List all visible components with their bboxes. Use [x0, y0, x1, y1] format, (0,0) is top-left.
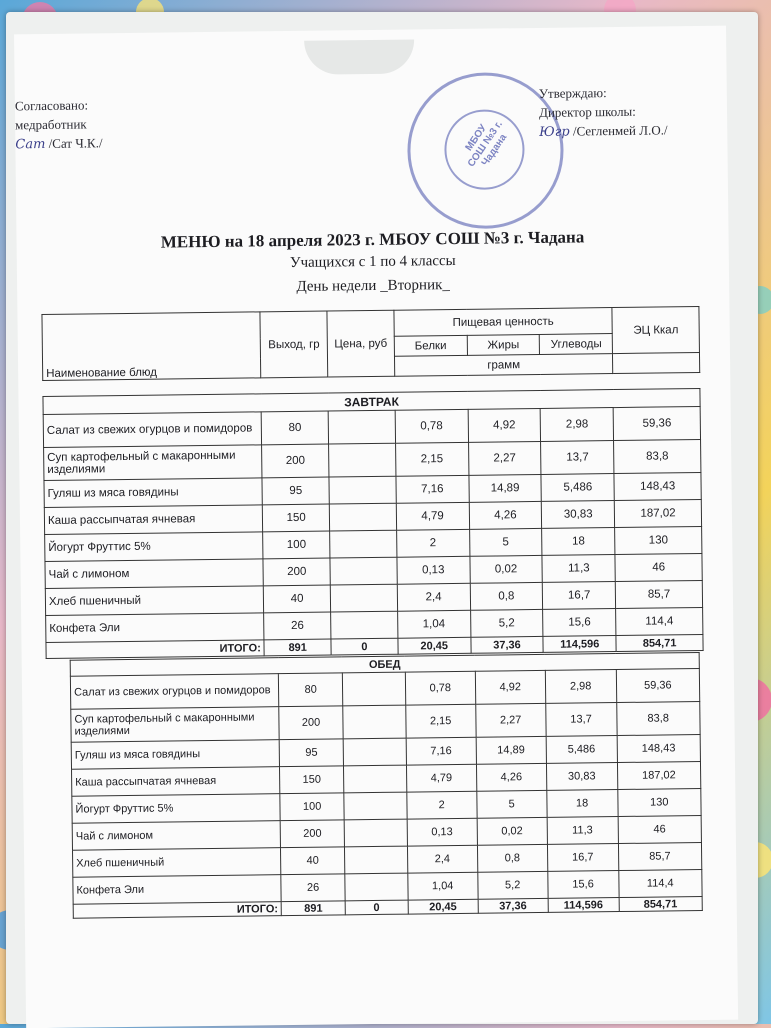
dish-output: 40 — [281, 847, 345, 875]
col-energy-empty — [613, 352, 700, 373]
dish-fats: 4,92 — [475, 670, 545, 704]
dish-name: Суп картофельный с макаронными изделиями — [44, 445, 263, 481]
lunch-total-label: ИТОГО: — [73, 902, 281, 919]
col-proteins: Белки — [394, 335, 467, 356]
dish-output: 100 — [280, 793, 344, 821]
dish-fats: 5,2 — [478, 871, 548, 899]
dish-output: 200 — [280, 820, 344, 848]
dish-name: Каша рассыпчатая ячневая — [72, 767, 281, 797]
dish-output: 200 — [263, 558, 330, 586]
breakfast-total-price: 0 — [331, 638, 398, 655]
dish-fats: 0,8 — [477, 844, 547, 872]
dish-fats: 4,92 — [468, 408, 541, 442]
dish-proteins: 2 — [396, 529, 469, 557]
page-subtitle: Учащихся с 1 по 4 классы — [289, 252, 456, 271]
dish-carbs: 11,3 — [547, 817, 618, 845]
lunch-rows — [70, 669, 702, 905]
dish-price — [330, 584, 397, 612]
approval-right-line1: Утверждаю: — [538, 85, 607, 101]
dish-price — [330, 557, 397, 585]
dish-proteins: 2,15 — [395, 442, 468, 476]
approval-right-name: /Сегленмей Л.О./ — [572, 122, 668, 139]
dish-name: Гуляш из мяса говядины — [71, 740, 280, 770]
dish-price — [343, 765, 406, 793]
dish-name: Конфета Эли — [73, 875, 282, 905]
dish-kcal: 46 — [615, 553, 702, 581]
dish-fats: 14,89 — [468, 474, 541, 502]
dish-fats: 2,27 — [475, 703, 545, 737]
dish-output: 100 — [263, 531, 330, 559]
dish-carbs: 5,486 — [541, 474, 614, 502]
dish-proteins: 2 — [407, 791, 477, 819]
dish-kcal: 114,4 — [616, 607, 703, 635]
lunch-total-fats: 37,36 — [478, 898, 548, 913]
dish-kcal: 148,43 — [617, 735, 701, 763]
dish-carbs: 16,7 — [547, 844, 618, 872]
dish-price — [329, 476, 396, 504]
dish-output: 200 — [262, 444, 329, 478]
approval-left-name: /Сат Ч.К./ — [48, 135, 103, 151]
lunch-total-kcal: 854,71 — [619, 897, 703, 912]
dish-proteins: 2,15 — [406, 704, 476, 738]
dish-output: 95 — [262, 477, 329, 505]
dish-price — [329, 443, 396, 477]
sleeve-tab — [304, 39, 414, 74]
approval-left-line2: медработник — [15, 116, 87, 133]
dish-price — [330, 530, 397, 558]
dish-price — [329, 503, 396, 531]
dish-kcal: 83,8 — [616, 702, 700, 736]
dish-name: Йогурт Фруттис 5% — [72, 794, 281, 824]
dish-fats: 4,26 — [469, 501, 542, 529]
dish-carbs: 18 — [546, 790, 617, 818]
dish-carbs: 2,98 — [545, 670, 616, 704]
table-header — [41, 306, 700, 381]
dish-fats: 2,27 — [468, 441, 541, 475]
dish-name: Салат из свежих огурцов и помидоров — [43, 412, 262, 448]
dish-carbs: 16,7 — [543, 582, 616, 610]
dish-fats: 0,02 — [477, 817, 547, 845]
weekday-line: День недели _Вторник_ — [296, 277, 450, 295]
dish-name: Суп картофельный с макаронными изделиями — [71, 707, 280, 743]
dish-fats: 5 — [477, 790, 547, 818]
dish-price — [344, 792, 407, 820]
col-carbs: Углеводы — [540, 334, 613, 355]
breakfast-total-carbs: 114,596 — [543, 636, 616, 653]
dish-price — [344, 819, 407, 847]
dish-output: 95 — [279, 739, 343, 767]
dish-name: Хлеб пшеничный — [72, 848, 281, 878]
dish-proteins: 0,78 — [395, 409, 468, 443]
dish-proteins: 0,13 — [407, 818, 477, 846]
lunch-total-price: 0 — [345, 900, 408, 915]
dish-proteins: 7,16 — [396, 475, 469, 503]
dish-output: 200 — [279, 706, 343, 740]
stamp-text: МБОУ СОШ №3 г. Чадана — [463, 119, 510, 170]
col-output: Выход, гр — [260, 311, 328, 378]
dish-kcal: 59,36 — [616, 669, 700, 703]
dish-fats: 4,26 — [476, 763, 546, 791]
approval-right-line2: Директор школы: — [538, 103, 636, 120]
approval-right-sign-line — [539, 120, 719, 142]
dish-kcal: 187,02 — [614, 499, 701, 527]
col-price: Цена, руб — [327, 310, 395, 377]
dish-fats: 0,8 — [470, 582, 543, 610]
dish-fats: 5,2 — [470, 609, 543, 637]
dish-name: Чай с лимоном — [72, 821, 281, 851]
lunch-total-carbs: 114,596 — [548, 898, 619, 913]
dish-name: Хлеб пшеничный — [45, 586, 264, 616]
dish-fats: 14,89 — [476, 736, 546, 764]
dish-kcal: 59,36 — [613, 406, 700, 440]
dish-carbs: 18 — [542, 528, 615, 556]
breakfast-total-label: ИТОГО: — [46, 640, 264, 659]
dish-carbs: 15,6 — [543, 609, 616, 637]
dish-proteins: 7,16 — [406, 737, 476, 765]
dish-price — [331, 611, 398, 639]
page-title: МЕНЮ на 18 апреля 2023 г. МБОУ СОШ №3 г. Чадана — [160, 227, 585, 252]
approval-left-sign-line — [15, 133, 102, 154]
col-nutrition: Пищевая ценность — [394, 308, 613, 337]
dish-fats: 0,02 — [469, 555, 542, 583]
col-name: Наименование блюд — [42, 312, 261, 381]
dish-price — [343, 705, 406, 739]
dish-proteins: 4,79 — [406, 764, 476, 792]
dish-carbs: 30,83 — [546, 763, 617, 791]
dish-price — [328, 410, 395, 444]
dish-carbs: 13,7 — [545, 703, 616, 737]
col-energy: ЭЦ Ккал — [612, 307, 699, 354]
signature-left: Сат — [15, 136, 46, 153]
dish-name: Конфета Эли — [46, 613, 265, 643]
dish-name: Гуляш из мяса говядины — [44, 478, 263, 508]
dish-name: Каша рассыпчатая ячневая — [44, 505, 263, 535]
dish-proteins: 2,4 — [397, 583, 470, 611]
dish-proteins: 0,13 — [397, 556, 470, 584]
dish-output: 80 — [261, 411, 328, 445]
dish-output: 150 — [280, 766, 344, 794]
breakfast-table — [42, 388, 703, 659]
dish-carbs: 15,6 — [547, 871, 618, 899]
dish-proteins: 4,79 — [396, 502, 469, 530]
dish-carbs: 30,83 — [542, 501, 615, 529]
breakfast-total-kcal: 854,71 — [616, 634, 703, 651]
dish-kcal: 85,7 — [615, 580, 702, 608]
dish-carbs: 2,98 — [540, 408, 613, 442]
col-unit: грамм — [394, 354, 613, 377]
approval-left — [15, 95, 103, 154]
breakfast-rows — [43, 406, 703, 642]
dish-proteins: 1,04 — [408, 872, 478, 900]
dish-kcal: 114,4 — [618, 870, 702, 898]
dish-output: 26 — [281, 874, 345, 902]
section-breakfast: ЗАВТРАК — [43, 388, 700, 414]
dish-proteins: 1,04 — [397, 610, 470, 638]
dish-kcal: 46 — [618, 816, 702, 844]
dish-proteins: 2,4 — [407, 845, 477, 873]
lunch-total-output: 891 — [281, 901, 345, 916]
dish-output: 26 — [264, 612, 331, 640]
breakfast-total-proteins: 20,45 — [398, 637, 471, 654]
dish-kcal: 83,8 — [614, 439, 701, 473]
dish-kcal: 148,43 — [614, 472, 701, 500]
breakfast-total-output: 891 — [264, 639, 331, 656]
dish-kcal: 130 — [617, 789, 701, 817]
dish-output: 150 — [263, 504, 330, 532]
dish-proteins: 0,78 — [405, 671, 475, 705]
dish-name: Салат из свежих огурцов и помидоров — [70, 674, 279, 710]
dish-carbs: 11,3 — [542, 555, 615, 583]
dish-fats: 5 — [469, 528, 542, 556]
section-lunch: ОБЕД — [70, 653, 699, 677]
lunch-total-proteins: 20,45 — [408, 899, 478, 914]
approval-left-line1: Согласовано: — [14, 97, 89, 114]
dish-name: Чай с лимоном — [45, 559, 264, 589]
dish-output: 80 — [279, 673, 343, 707]
signature-right: Югр — [539, 124, 570, 140]
dish-carbs: 13,7 — [541, 441, 614, 475]
dish-kcal: 187,02 — [617, 762, 701, 790]
dish-name: Йогурт Фруттис 5% — [45, 532, 264, 562]
lunch-table — [70, 652, 703, 919]
dish-kcal: 85,7 — [618, 843, 702, 871]
dish-price — [342, 672, 405, 706]
dish-price — [344, 846, 407, 874]
breakfast-total-fats: 37,36 — [470, 636, 543, 653]
col-fats: Жиры — [467, 334, 540, 355]
dish-price — [343, 738, 406, 766]
dish-output: 40 — [264, 585, 331, 613]
menu-sheet — [14, 26, 738, 1028]
approval-right — [539, 82, 720, 142]
dish-kcal: 130 — [615, 526, 702, 554]
dish-carbs: 5,486 — [546, 736, 617, 764]
dish-price — [345, 873, 408, 901]
